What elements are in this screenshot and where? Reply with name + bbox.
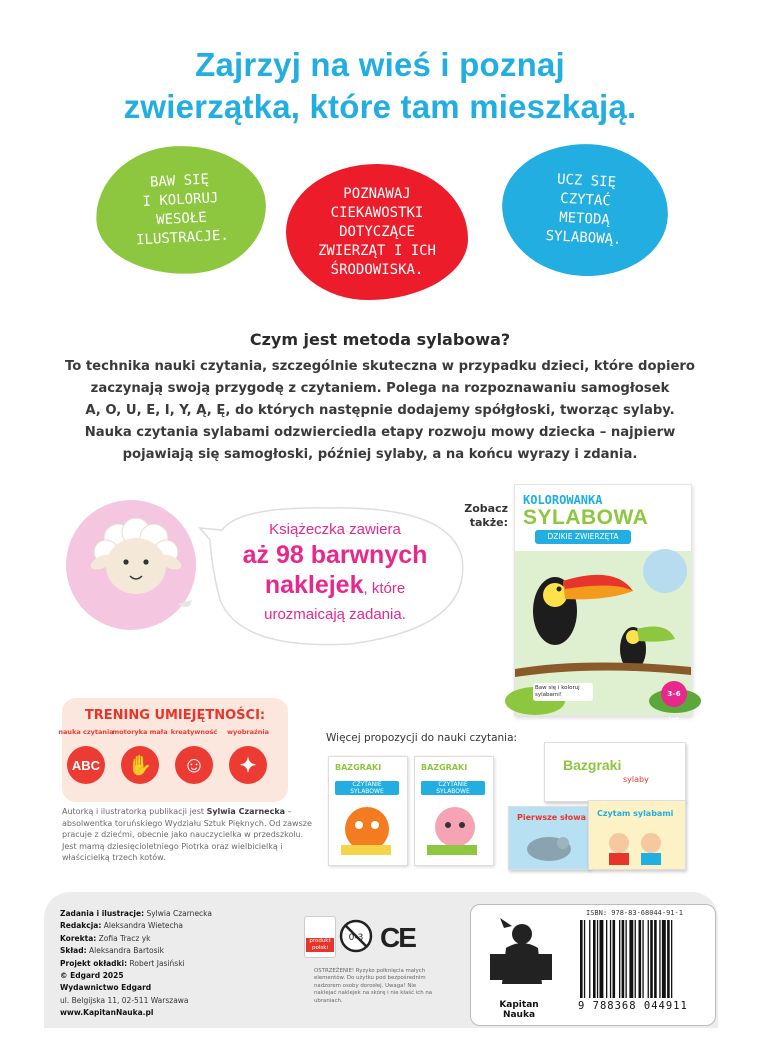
credit-line [60, 958, 260, 970]
author-name: Sylwia Czarnecka [206, 807, 286, 816]
blob-line: POZNAWAJ [343, 185, 411, 202]
credit-line [60, 945, 260, 957]
sheep-icon [66, 500, 200, 634]
product-book-2[interactable] [414, 756, 494, 866]
skill-label: nauka czytania [58, 728, 114, 736]
cat-illustration [423, 797, 485, 857]
website-link[interactable]: www.KapitanNauka.pl [60, 1008, 154, 1018]
method-line: Nauka czytania sylabami odzwierciedla etapy rozwoju mowy dziecka – najpierw [84, 425, 676, 440]
skill-label: wyobraźnia [227, 728, 269, 736]
book-title-1: KOLOROWANKA [523, 493, 603, 507]
bubble-line-3-rest: , które [363, 580, 406, 597]
bubble-line-2: aż 98 barwnych [242, 541, 428, 569]
bubble-line-3 [200, 570, 470, 604]
fox-illustration [337, 797, 399, 857]
blob-line: CZYTAĆ [559, 190, 612, 210]
barcode-number: 9 788368 044911 [578, 1000, 688, 1012]
skill-label: motoryka mała [112, 728, 168, 736]
age-badge: 3–6 lat [661, 681, 687, 707]
barcode [580, 920, 708, 998]
product-sub: CZYTANIE SYLABOWE [421, 781, 485, 795]
credit-value: Robert Jasiński [129, 958, 185, 968]
svg-text:0-3: 0-3 [348, 933, 364, 943]
author-prefix: Autorką i ilustratorką publikacji jest [62, 807, 207, 816]
imagination-icon: ✦ [229, 746, 267, 784]
blob-line: WESOŁE [155, 209, 208, 229]
skill-label: kreatywność [170, 728, 218, 736]
headline-line-1: Zajrzyj na wieś i poznaj [195, 46, 565, 83]
hands-icon: ✋ [121, 746, 159, 784]
blob-line: SYLABOWĄ. [545, 227, 622, 248]
blob-line: I KOLORUJ [142, 190, 219, 210]
blob-line: METODĄ [558, 209, 611, 229]
see-also-line-1: Zobacz [464, 502, 508, 515]
kapitan-nauka-logo-icon [486, 914, 556, 998]
author-rest: – absolwentka toruńskiego Wydziału Sztuk Pięknych. Od zawsze pracuje z dziećmi, obecnie jako nauczycielka w przedszkolu. Jest mamą dziesięcioletniego Piotrka oraz wielbicielką i właścicielką trzech kotów. [62, 807, 312, 862]
bubble-line-1: Książeczka zawiera [269, 521, 401, 538]
method-line: To technika nauki czytania, szczególnie skuteczna w przypadku dzieci, które dopiero [64, 359, 695, 374]
publisher-logo-text [484, 1000, 554, 1020]
warning-text: OSTRZEŻENIE! Ryzyko połknięcia małych elementów. Do użytku pod bezpośrednim nadzorem osoby dorosłej. Uwaga! Nie naklejać naklejek na skórę i nie kłaść ich na ubraniach. [314, 968, 433, 1004]
credit-label: Wydawnictwo Edgard [60, 983, 152, 993]
credit-line [60, 970, 260, 982]
blob-line: ZWIERZĄT I ICH [317, 242, 436, 259]
abc-icon: ABC [67, 746, 105, 784]
credit-value: ul. Belgijska 11, 02-511 Warszawa [60, 995, 189, 1005]
credit-line [60, 982, 260, 994]
credit-label: Projekt okładki: [60, 958, 128, 968]
blob-line: BAW SIĘ [149, 171, 210, 191]
product-title: Czytam sylabami [597, 809, 674, 818]
more-reading-label: Więcej propozycji do nauki czytania: [326, 732, 518, 744]
credit-line [60, 995, 260, 1007]
method-line: pojawiają się samogłoski, później sylaby, a na końcu wyrazy i zdania. [122, 447, 638, 462]
skills-title: TRENING UMIEJĘTNOŚCI: [84, 708, 266, 723]
method-line: zaczynają swoją przygodę z czytaniem. Polega na rozpoznawaniu samogłosek [90, 381, 670, 396]
polish-product-label: produkt polski [306, 938, 334, 952]
no-small-children-icon [338, 918, 374, 954]
product-box-3[interactable] [588, 800, 686, 870]
product-title: BAZGRAKI [335, 763, 382, 772]
blob-line: CIEKAWOSTKI [330, 204, 424, 221]
product-box-2[interactable] [508, 806, 590, 870]
credit-line [60, 920, 260, 932]
bubble-line-3-bold: naklejek [264, 571, 364, 599]
blob-line: DOTYCZĄCE [339, 223, 415, 240]
credit-label: Zadania i ilustracje: [60, 909, 145, 918]
credit-label: Korekta: [60, 933, 97, 943]
credit-value: Sylwia Czarnecka [146, 909, 212, 918]
headline [0, 44, 760, 128]
blob-line: ILUSTRACJE. [135, 227, 230, 249]
book-badge: DZIKIE ZWIERZĘTA [535, 530, 631, 544]
blue-blob [499, 140, 672, 281]
product-sub: CZYTANIE SYLABOWE [335, 781, 399, 795]
credit-value: Aleksandra Bartosik [89, 946, 164, 956]
see-also-line-2: także: [469, 516, 508, 529]
headline-line-2: zwierzątka, które tam mieszkają. [123, 88, 637, 125]
ce-mark: CE [380, 922, 415, 953]
logo-line: Nauka [502, 1010, 536, 1020]
green-blob [93, 142, 269, 279]
author-bio [62, 806, 312, 864]
featured-book-cover[interactable] [514, 484, 692, 724]
credit-label: © Edgard 2025 [60, 971, 124, 981]
bubble-line-4: urozmaicają zadania. [264, 606, 406, 623]
book-note: Baw się i koloruj sylabami! [533, 683, 593, 701]
credit-value: Zofia Tracz yk [98, 933, 151, 943]
method-line: A, O, U, E, I, Y, Ą, Ę, do których następnie dodajemy spółgłoski, tworząc sylaby. [85, 403, 675, 418]
see-also-label [462, 502, 508, 530]
bubble-text [200, 520, 470, 626]
seal-illustration [521, 829, 577, 865]
isbn: ISBN: 978-83-68044-91-1 [586, 909, 683, 917]
credit-line [60, 908, 260, 920]
product-title: Bazgraki [563, 757, 622, 773]
method-title: Czym jest metoda sylabowa? [249, 330, 511, 349]
kids-illustration [599, 825, 675, 865]
product-book-1[interactable] [328, 756, 408, 866]
product-title: Pierwsze słowa [517, 813, 587, 822]
product-sub: sylaby [623, 775, 649, 784]
method-body [64, 356, 696, 466]
blob-line: UCZ SIĘ [556, 171, 617, 191]
credits [60, 908, 260, 1020]
book-title-2: SYLABOWA [523, 506, 649, 529]
credit-label: Redakcja: [60, 921, 102, 931]
credit-line [60, 1007, 260, 1019]
product-title: BAZGRAKI [421, 763, 468, 772]
credit-label: Skład: [60, 946, 87, 956]
product-box-1[interactable] [544, 742, 686, 802]
credit-value: Aleksandra Wietecha [103, 921, 183, 931]
blob-line: ŚRODOWISKA. [330, 261, 424, 278]
credit-line [60, 933, 260, 945]
red-blob [286, 164, 468, 300]
logo-line: Kapitan [499, 1000, 539, 1010]
creativity-icon: ☺ [175, 746, 213, 784]
